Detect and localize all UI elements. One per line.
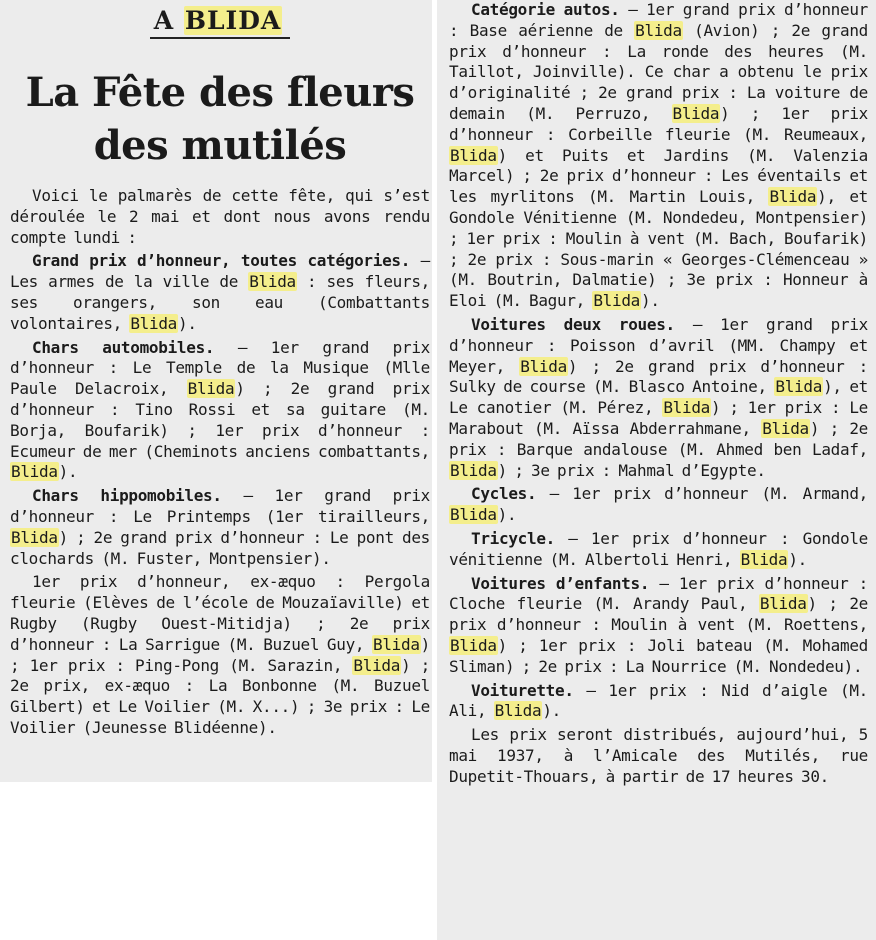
section-paragraph <box>449 315 868 481</box>
section-body: — 1er prix d’honneur : Gondole vénitienne (M. Albertoli Henri, Blida). <box>449 528 868 569</box>
section-title: Chars automobiles. <box>32 337 215 357</box>
highlighted-term: Blida <box>494 701 542 721</box>
section-body: — 1er grand prix d’honneur : Base aérienne de Blida (Avion) ; 2e grand prix d’honneur : La ronde des heures (M. Taillot, Joinville). Ce char a obtenu le prix d’originalité ; 2e grand prix : La voiture de demain (M. Perruzo, Blida) ; 1er prix d’honneur : Corbeille fleurie (M. Reumeaux, Blida) et Puits et Jardins (M. Valenzia Marcel) ; 2e prix d’honneur : Les éventails et les myrlitons (M. Martin Louis, Blida), et Gondole Vénitienne (M. Nondedeu, Montpensier) ; 1er prix : Moulin à vent (M. Bach, Boufarik) ; 2e prix : Sous-marin « Georges-Clémenceau » (M. Boutrin, Dalmatie) ; 3e prix : Honneur à Eloi (M. Bagur, Blida). <box>449 0 869 311</box>
section-title: Chars hippomobiles. <box>32 486 222 506</box>
section-title: Voiturette. <box>471 680 574 700</box>
highlighted-term: Blida <box>249 272 296 292</box>
section-title: Voitures d’enfants. <box>471 573 650 593</box>
highlighted-term: Blida <box>11 527 58 547</box>
section-heading-label <box>150 6 291 39</box>
highlighted-term: Blida <box>775 377 823 397</box>
section-paragraph <box>10 486 430 569</box>
section-paragraph <box>10 251 430 334</box>
heading-town: BLIDA <box>184 6 282 35</box>
highlighted-term: Blida <box>450 635 497 655</box>
highlighted-term: Blida <box>520 356 567 376</box>
right-column <box>449 0 868 790</box>
left-sections <box>10 251 430 738</box>
highlighted-term: Blida <box>769 187 817 207</box>
section-heading <box>10 0 430 44</box>
section-body: 1er prix d’honneur, ex-æquo : Pergola fleurie (Elèves de l’école de Mouzaïaville) et Rugby (Rugby Ouest-Mitidja) ; 2e prix d’honneur : La Sarrigue (M. Buzuel Guy, Blida) ; 1er prix : Ping-Pong (M. Sarazin, Blida) ; 2e prix, ex-æquo : La Bonbonne (M. Buzuel Gilbert) et Le Voilier (M. X...) ; 3e prix : Le Voilier (Jeunesse Blidéenne). <box>10 572 431 737</box>
highlighted-term: Blida <box>187 379 235 399</box>
section-body: Les prix seront distribués, aujourd’hui, 5 mai 1937, à l’Amicale des Mutilés, rue Dupetit-Thouars, à partir de 17 heures 30. <box>449 725 868 786</box>
section-body: — 1er grand prix d’honneur : Le Temple de la Musique (Mlle Paule Delacroix, Blida) ; 2e grand prix d’honneur : Tino Rossi et sa guitare (M. Borja, Boufarik) ; 1er prix d’honneur : Ecumeur de mer (Cheminots anciens combattants, Blida). <box>10 337 430 482</box>
highlighted-term: Blida <box>672 103 720 123</box>
highlighted-term: Blida <box>11 462 58 482</box>
section-body: — 1er prix d’honneur : Cloche fleurie (M. Arandy Paul, Blida) ; 2e prix d’honneur : Moulin à vent (M. Roettens, Blida) ; 1er prix : Joli bateau (M. Mohamed Sliman) ; 2e prix : La Nourrice (M. Nondedeu). <box>449 573 869 676</box>
section-body: — 1er grand prix d’honneur : Poisson d’avril (MM. Champy et Meyer, Blida) ; 2e grand prix d’honneur : Sulky de course (M. Blasco Antoine, Blida), et Le canotier (M. Pérez, Blida) ; 1er prix : Le Marabout (M. Aïssa Abderrahmane, Blida) ; 2e prix : Barque andalouse (M. Ahmed ben Ladaf, Blida) ; 3e prix : Mahmal d’Egypte. <box>449 314 869 480</box>
highlighted-term: Blida <box>740 549 788 569</box>
section-title: Cycles. <box>471 484 537 504</box>
highlighted-term: Blida <box>353 655 401 675</box>
highlighted-term: Blida <box>450 145 497 165</box>
highlighted-term: Blida <box>450 460 497 480</box>
closing-paragraph <box>449 725 868 787</box>
section-paragraph <box>449 529 868 571</box>
section-body: — 1er prix d’honneur (M. Armand, Blida). <box>450 484 868 525</box>
highlighted-term: Blida <box>450 505 497 525</box>
section-paragraph <box>449 0 868 312</box>
section-title: Catégorie autos. <box>471 0 620 19</box>
highlighted-term: Blida <box>759 594 807 614</box>
section-paragraph <box>449 484 868 526</box>
highlighted-term: Blida <box>372 634 420 654</box>
section-title: Voitures deux roues. <box>471 314 675 334</box>
article-intro: Voici le palmarès de cette fête, qui s’est déroulée le 2 mai et dont nous avons rendu compte lundi : <box>10 186 430 247</box>
left-column <box>10 0 430 742</box>
section-body: — Les armes de la ville de Blida : ses fleurs, ses orangers, son eau (Combattants volontaires, Blida). <box>10 251 430 333</box>
highlighted-term: Blida <box>762 418 809 438</box>
section-paragraph <box>10 338 430 484</box>
section-paragraph <box>449 574 868 678</box>
heading-prefix: A <box>153 6 175 35</box>
section-body: — 1er grand prix d’honneur : Le Printemps (1er tirailleurs, Blida) ; 2e grand prix d’honneur : Le pont des clochards (M. Fuster, Montpensier). <box>10 486 430 568</box>
article-headline: La Fête des fleurs des mutilés <box>25 69 415 169</box>
highlighted-term: Blida <box>635 20 682 40</box>
section-paragraph <box>10 572 430 738</box>
section-body: — 1er prix : Nid d’aigle (M. Ali, Blida). <box>449 680 868 721</box>
highlighted-term: Blida <box>593 291 640 311</box>
highlighted-term: Blida <box>130 313 177 333</box>
section-title: Grand prix d’honneur, toutes catégories. <box>32 251 411 271</box>
highlighted-term: Blida <box>663 398 710 418</box>
section-paragraph <box>449 681 868 723</box>
section-title: Tricycle. <box>471 528 555 548</box>
